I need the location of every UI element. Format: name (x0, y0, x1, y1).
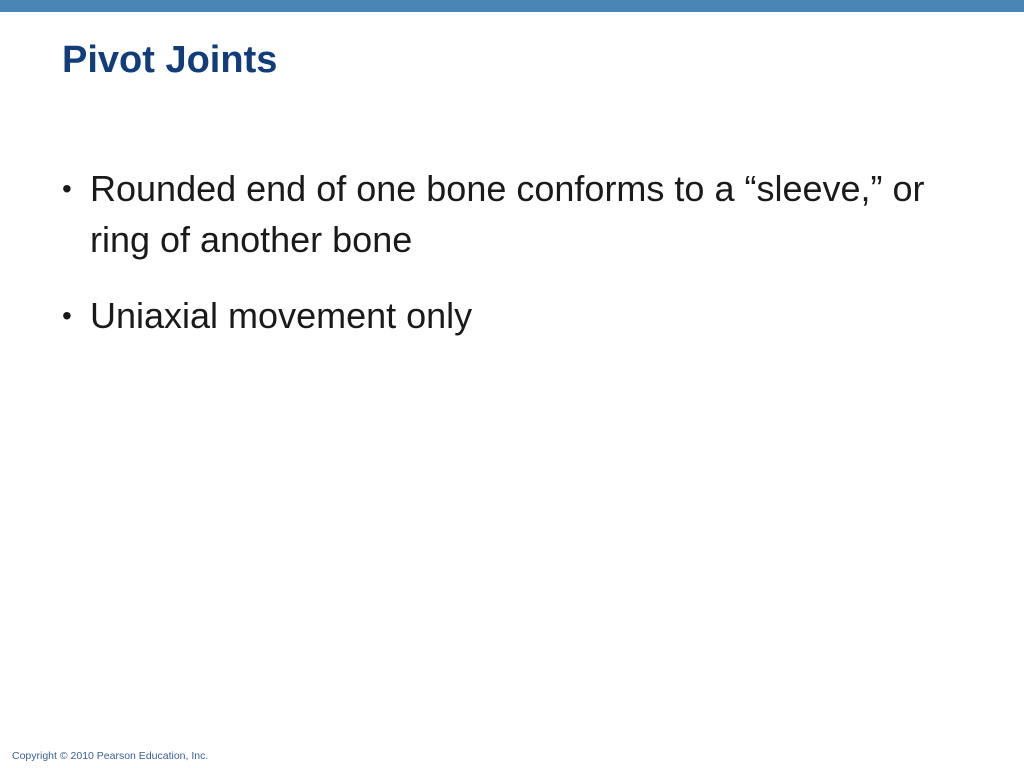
top-accent-band (0, 0, 1024, 12)
copyright-footer: Copyright © 2010 Pearson Education, Inc. (12, 750, 209, 762)
slide-title: Pivot Joints (62, 39, 278, 81)
bullet-item (62, 163, 962, 265)
bullet-icon: • (62, 173, 72, 204)
bullet-item (62, 290, 962, 341)
bullet-icon: • (62, 300, 72, 331)
bullet-text: Uniaxial movement only (90, 295, 473, 336)
bullet-text: Rounded end of one bone conforms to a “sleeve,” or ring of another bone (90, 168, 925, 260)
bullet-list (62, 163, 962, 366)
